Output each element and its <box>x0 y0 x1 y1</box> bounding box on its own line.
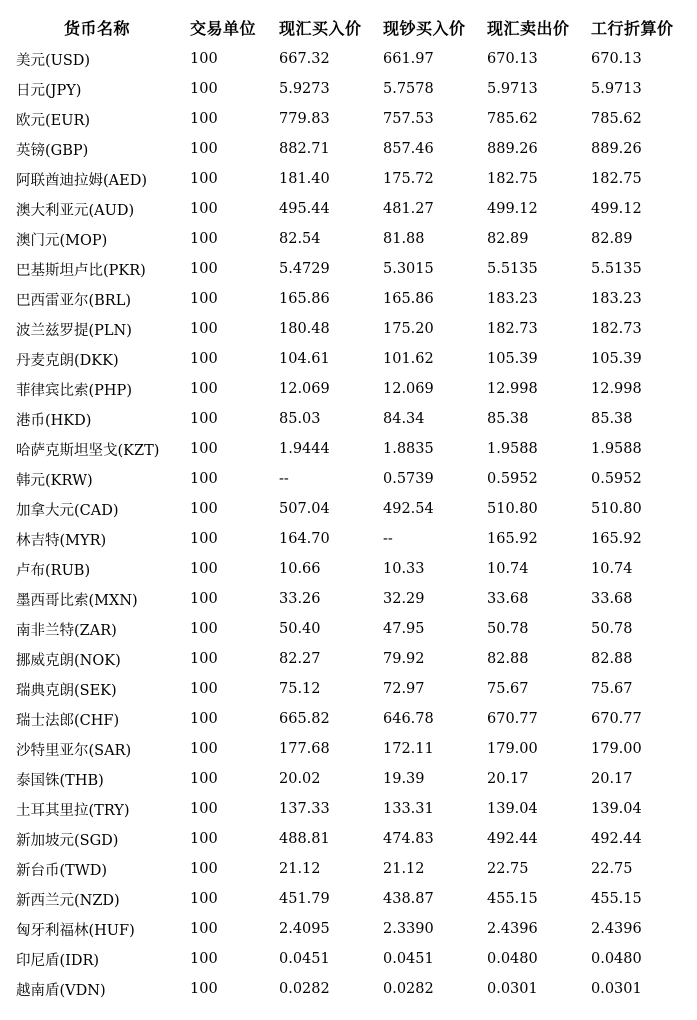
spot-buy-cell: 2.4095 <box>279 921 330 937</box>
spot-sell-cell: 20.17 <box>487 771 529 787</box>
spot-buy-cell: 164.70 <box>279 531 330 547</box>
cash-buy-cell: 1.8835 <box>383 441 434 457</box>
icbc-conversion-cell: 82.89 <box>591 231 633 247</box>
cash-buy-cell: 21.12 <box>383 861 425 877</box>
trade-unit-cell: 100 <box>190 681 218 697</box>
spot-buy-cell: 10.66 <box>279 561 321 577</box>
spot-sell-cell: 889.26 <box>487 141 538 157</box>
spot-buy-cell: 882.71 <box>279 141 330 157</box>
trade-unit-cell: 100 <box>190 891 218 907</box>
spot-sell-cell: 85.38 <box>487 411 529 427</box>
cash-buy-cell: 10.33 <box>383 561 425 577</box>
currency-name-cell: 巴西雷亚尔(BRL) <box>16 292 132 309</box>
cash-buy-cell: 47.95 <box>383 621 425 637</box>
spot-sell-cell: 499.12 <box>487 201 538 217</box>
cash-buy-cell: 0.0451 <box>383 951 434 967</box>
table-row <box>0 494 697 524</box>
spot-buy-cell: 12.069 <box>279 381 330 397</box>
currency-name-cell: 港币(HKD) <box>16 412 92 429</box>
icbc-conversion-cell: 183.23 <box>591 291 642 307</box>
table-row <box>0 344 697 374</box>
spot-sell-cell: 82.88 <box>487 651 529 667</box>
cash-buy-cell: 175.20 <box>383 321 434 337</box>
currency-name-cell: 新加坡元(SGD) <box>16 832 119 849</box>
trade-unit-cell: 100 <box>190 111 218 127</box>
spot-sell-cell: 670.13 <box>487 51 538 67</box>
trade-unit-cell: 100 <box>190 231 218 247</box>
exchange-rate-table <box>0 12 697 1004</box>
spot-sell-cell: 670.77 <box>487 711 538 727</box>
cash-buy-cell: 81.88 <box>383 231 425 247</box>
currency-name-cell: 越南盾(VDN) <box>16 982 106 999</box>
cash-buy-cell: 101.62 <box>383 351 434 367</box>
spot-buy-cell: 180.48 <box>279 321 330 337</box>
spot-sell-cell: 139.04 <box>487 801 538 817</box>
cash-buy-cell: 72.97 <box>383 681 425 697</box>
currency-name-cell: 澳大利亚元(AUD) <box>16 202 135 219</box>
spot-buy-cell: -- <box>279 471 289 487</box>
table-row <box>0 764 697 794</box>
table-row <box>0 224 697 254</box>
trade-unit-cell: 100 <box>190 741 218 757</box>
header-spot-sell: 现汇卖出价 <box>487 18 570 38</box>
cash-buy-cell: 12.069 <box>383 381 434 397</box>
cash-buy-cell: 19.39 <box>383 771 425 787</box>
spot-sell-cell: 2.4396 <box>487 921 538 937</box>
spot-sell-cell: 5.5135 <box>487 261 538 277</box>
cash-buy-cell: 757.53 <box>383 111 434 127</box>
table-row <box>0 614 697 644</box>
currency-name-cell: 卢布(RUB) <box>16 562 91 579</box>
table-row <box>0 704 697 734</box>
cash-buy-cell: 133.31 <box>383 801 434 817</box>
spot-buy-cell: 165.86 <box>279 291 330 307</box>
currency-name-cell: 美元(USD) <box>16 52 91 69</box>
trade-unit-cell: 100 <box>190 381 218 397</box>
table-row <box>0 104 697 134</box>
header-currency-name: 货币名称 <box>64 18 131 38</box>
trade-unit-cell: 100 <box>190 771 218 787</box>
spot-buy-cell: 20.02 <box>279 771 321 787</box>
header-trade-unit: 交易单位 <box>190 18 257 38</box>
cash-buy-cell: 438.87 <box>383 891 434 907</box>
cash-buy-cell: 165.86 <box>383 291 434 307</box>
icbc-conversion-cell: 105.39 <box>591 351 642 367</box>
spot-buy-cell: 82.54 <box>279 231 321 247</box>
spot-sell-cell: 75.67 <box>487 681 529 697</box>
cash-buy-cell: 661.97 <box>383 51 434 67</box>
trade-unit-cell: 100 <box>190 201 218 217</box>
table-row <box>0 164 697 194</box>
table-body <box>0 42 697 1004</box>
icbc-conversion-cell: 455.15 <box>591 891 642 907</box>
spot-sell-cell: 165.92 <box>487 531 538 547</box>
cash-buy-cell: 5.3015 <box>383 261 434 277</box>
icbc-conversion-cell: 85.38 <box>591 411 633 427</box>
spot-sell-cell: 105.39 <box>487 351 538 367</box>
spot-buy-cell: 85.03 <box>279 411 321 427</box>
icbc-conversion-cell: 670.77 <box>591 711 642 727</box>
spot-buy-cell: 50.40 <box>279 621 321 637</box>
trade-unit-cell: 100 <box>190 141 218 157</box>
currency-name-cell: 丹麦克朗(DKK) <box>16 352 119 369</box>
spot-buy-cell: 665.82 <box>279 711 330 727</box>
spot-sell-cell: 182.73 <box>487 321 538 337</box>
table-row <box>0 854 697 884</box>
currency-name-cell: 哈萨克斯坦坚戈(KZT) <box>16 442 160 459</box>
icbc-conversion-cell: 492.44 <box>591 831 642 847</box>
table-row <box>0 524 697 554</box>
cash-buy-cell: 172.11 <box>383 741 434 757</box>
cash-buy-cell: 79.92 <box>383 651 425 667</box>
currency-name-cell: 沙特里亚尔(SAR) <box>16 742 132 759</box>
cash-buy-cell: 474.83 <box>383 831 434 847</box>
cash-buy-cell: 492.54 <box>383 501 434 517</box>
currency-name-cell: 加拿大元(CAD) <box>16 502 119 519</box>
currency-name-cell: 韩元(KRW) <box>16 472 93 489</box>
icbc-conversion-cell: 0.0480 <box>591 951 642 967</box>
icbc-conversion-cell: 5.9713 <box>591 81 642 97</box>
trade-unit-cell: 100 <box>190 51 218 67</box>
spot-buy-cell: 667.32 <box>279 51 330 67</box>
spot-sell-cell: 785.62 <box>487 111 538 127</box>
spot-buy-cell: 104.61 <box>279 351 330 367</box>
spot-sell-cell: 0.0480 <box>487 951 538 967</box>
spot-sell-cell: 0.0301 <box>487 981 538 997</box>
table-row <box>0 554 697 584</box>
cash-buy-cell: 481.27 <box>383 201 434 217</box>
icbc-conversion-cell: 179.00 <box>591 741 642 757</box>
spot-sell-cell: 50.78 <box>487 621 529 637</box>
icbc-conversion-cell: 20.17 <box>591 771 633 787</box>
spot-sell-cell: 33.68 <box>487 591 529 607</box>
spot-buy-cell: 488.81 <box>279 831 330 847</box>
icbc-conversion-cell: 33.68 <box>591 591 633 607</box>
table-row <box>0 944 697 974</box>
currency-name-cell: 菲律宾比索(PHP) <box>16 382 132 399</box>
spot-sell-cell: 5.9713 <box>487 81 538 97</box>
spot-buy-cell: 495.44 <box>279 201 330 217</box>
icbc-conversion-cell: 50.78 <box>591 621 633 637</box>
icbc-conversion-cell: 10.74 <box>591 561 633 577</box>
spot-buy-cell: 177.68 <box>279 741 330 757</box>
icbc-conversion-cell: 785.62 <box>591 111 642 127</box>
trade-unit-cell: 100 <box>190 171 218 187</box>
table-row <box>0 74 697 104</box>
table-row <box>0 974 697 1004</box>
spot-sell-cell: 182.75 <box>487 171 538 187</box>
currency-name-cell: 土耳其里拉(TRY) <box>16 802 130 819</box>
cash-buy-cell: 5.7578 <box>383 81 434 97</box>
trade-unit-cell: 100 <box>190 921 218 937</box>
currency-name-cell: 林吉特(MYR) <box>16 532 107 549</box>
currency-name-cell: 波兰兹罗提(PLN) <box>16 322 132 339</box>
icbc-conversion-cell: 5.5135 <box>591 261 642 277</box>
table-row <box>0 734 697 764</box>
spot-buy-cell: 75.12 <box>279 681 321 697</box>
spot-sell-cell: 10.74 <box>487 561 529 577</box>
icbc-conversion-cell: 12.998 <box>591 381 642 397</box>
cash-buy-cell: 0.5739 <box>383 471 434 487</box>
spot-sell-cell: 492.44 <box>487 831 538 847</box>
spot-sell-cell: 22.75 <box>487 861 529 877</box>
trade-unit-cell: 100 <box>190 981 218 997</box>
currency-name-cell: 印尼盾(IDR) <box>16 952 100 969</box>
trade-unit-cell: 100 <box>190 711 218 727</box>
spot-buy-cell: 33.26 <box>279 591 321 607</box>
table-row <box>0 914 697 944</box>
trade-unit-cell: 100 <box>190 291 218 307</box>
table-row <box>0 134 697 164</box>
trade-unit-cell: 100 <box>190 351 218 367</box>
header-icbc-conversion: 工行折算价 <box>591 18 674 38</box>
trade-unit-cell: 100 <box>190 471 218 487</box>
table-row <box>0 794 697 824</box>
trade-unit-cell: 100 <box>190 651 218 667</box>
table-row <box>0 884 697 914</box>
currency-name-cell: 瑞典克朗(SEK) <box>16 682 117 699</box>
trade-unit-cell: 100 <box>190 861 218 877</box>
spot-buy-cell: 21.12 <box>279 861 321 877</box>
spot-sell-cell: 12.998 <box>487 381 538 397</box>
currency-name-cell: 阿联酋迪拉姆(AED) <box>16 172 147 189</box>
spot-buy-cell: 507.04 <box>279 501 330 517</box>
currency-name-cell: 挪威克朗(NOK) <box>16 652 121 669</box>
currency-name-cell: 新西兰元(NZD) <box>16 892 120 909</box>
table-row <box>0 824 697 854</box>
table-row <box>0 404 697 434</box>
currency-name-cell: 瑞士法郎(CHF) <box>16 712 120 729</box>
spot-sell-cell: 1.9588 <box>487 441 538 457</box>
currency-name-cell: 欧元(EUR) <box>16 112 91 129</box>
header-row <box>0 12 697 42</box>
currency-name-cell: 墨西哥比索(MXN) <box>16 592 138 609</box>
spot-buy-cell: 5.9273 <box>279 81 330 97</box>
trade-unit-cell: 100 <box>190 951 218 967</box>
trade-unit-cell: 100 <box>190 501 218 517</box>
spot-buy-cell: 0.0282 <box>279 981 330 997</box>
icbc-conversion-cell: 22.75 <box>591 861 633 877</box>
cash-buy-cell: 0.0282 <box>383 981 434 997</box>
spot-buy-cell: 451.79 <box>279 891 330 907</box>
table-row <box>0 584 697 614</box>
icbc-conversion-cell: 0.0301 <box>591 981 642 997</box>
currency-name-cell: 南非兰特(ZAR) <box>16 622 117 639</box>
spot-buy-cell: 181.40 <box>279 171 330 187</box>
cash-buy-cell: 646.78 <box>383 711 434 727</box>
trade-unit-cell: 100 <box>190 591 218 607</box>
table-header <box>0 12 697 42</box>
table-row <box>0 194 697 224</box>
spot-sell-cell: 82.89 <box>487 231 529 247</box>
icbc-conversion-cell: 165.92 <box>591 531 642 547</box>
spot-buy-cell: 5.4729 <box>279 261 330 277</box>
currency-name-cell: 巴基斯坦卢比(PKR) <box>16 262 146 279</box>
trade-unit-cell: 100 <box>190 321 218 337</box>
currency-name-cell: 英镑(GBP) <box>16 142 89 159</box>
cash-buy-cell: 857.46 <box>383 141 434 157</box>
table-row <box>0 42 697 74</box>
icbc-conversion-cell: 0.5952 <box>591 471 642 487</box>
icbc-conversion-cell: 182.73 <box>591 321 642 337</box>
cash-buy-cell: 32.29 <box>383 591 425 607</box>
trade-unit-cell: 100 <box>190 561 218 577</box>
icbc-conversion-cell: 2.4396 <box>591 921 642 937</box>
table-row <box>0 374 697 404</box>
trade-unit-cell: 100 <box>190 831 218 847</box>
currency-name-cell: 匈牙利福林(HUF) <box>16 922 135 939</box>
trade-unit-cell: 100 <box>190 81 218 97</box>
icbc-conversion-cell: 510.80 <box>591 501 642 517</box>
table-row <box>0 674 697 704</box>
icbc-conversion-cell: 82.88 <box>591 651 633 667</box>
icbc-conversion-cell: 499.12 <box>591 201 642 217</box>
icbc-conversion-cell: 889.26 <box>591 141 642 157</box>
table-row <box>0 314 697 344</box>
icbc-conversion-cell: 139.04 <box>591 801 642 817</box>
currency-name-cell: 新台币(TWD) <box>16 862 108 879</box>
trade-unit-cell: 100 <box>190 411 218 427</box>
trade-unit-cell: 100 <box>190 441 218 457</box>
trade-unit-cell: 100 <box>190 801 218 817</box>
table-row <box>0 464 697 494</box>
spot-buy-cell: 779.83 <box>279 111 330 127</box>
icbc-conversion-cell: 75.67 <box>591 681 633 697</box>
spot-buy-cell: 1.9444 <box>279 441 330 457</box>
table-row <box>0 284 697 314</box>
icbc-conversion-cell: 670.13 <box>591 51 642 67</box>
icbc-conversion-cell: 182.75 <box>591 171 642 187</box>
table-row <box>0 434 697 464</box>
cash-buy-cell: 175.72 <box>383 171 434 187</box>
trade-unit-cell: 100 <box>190 621 218 637</box>
spot-sell-cell: 455.15 <box>487 891 538 907</box>
header-cash-buy: 现钞买入价 <box>383 18 466 38</box>
icbc-conversion-cell: 1.9588 <box>591 441 642 457</box>
currency-name-cell: 泰国铢(THB) <box>16 772 104 789</box>
spot-sell-cell: 179.00 <box>487 741 538 757</box>
table-row <box>0 254 697 284</box>
spot-buy-cell: 82.27 <box>279 651 321 667</box>
spot-buy-cell: 137.33 <box>279 801 330 817</box>
header-spot-buy: 现汇买入价 <box>279 18 362 38</box>
table-row <box>0 644 697 674</box>
spot-sell-cell: 510.80 <box>487 501 538 517</box>
cash-buy-cell: 2.3390 <box>383 921 434 937</box>
cash-buy-cell: -- <box>383 531 393 547</box>
spot-sell-cell: 183.23 <box>487 291 538 307</box>
spot-buy-cell: 0.0451 <box>279 951 330 967</box>
trade-unit-cell: 100 <box>190 531 218 547</box>
trade-unit-cell: 100 <box>190 261 218 277</box>
cash-buy-cell: 84.34 <box>383 411 425 427</box>
spot-sell-cell: 0.5952 <box>487 471 538 487</box>
currency-name-cell: 澳门元(MOP) <box>16 232 108 249</box>
currency-name-cell: 日元(JPY) <box>16 82 82 99</box>
